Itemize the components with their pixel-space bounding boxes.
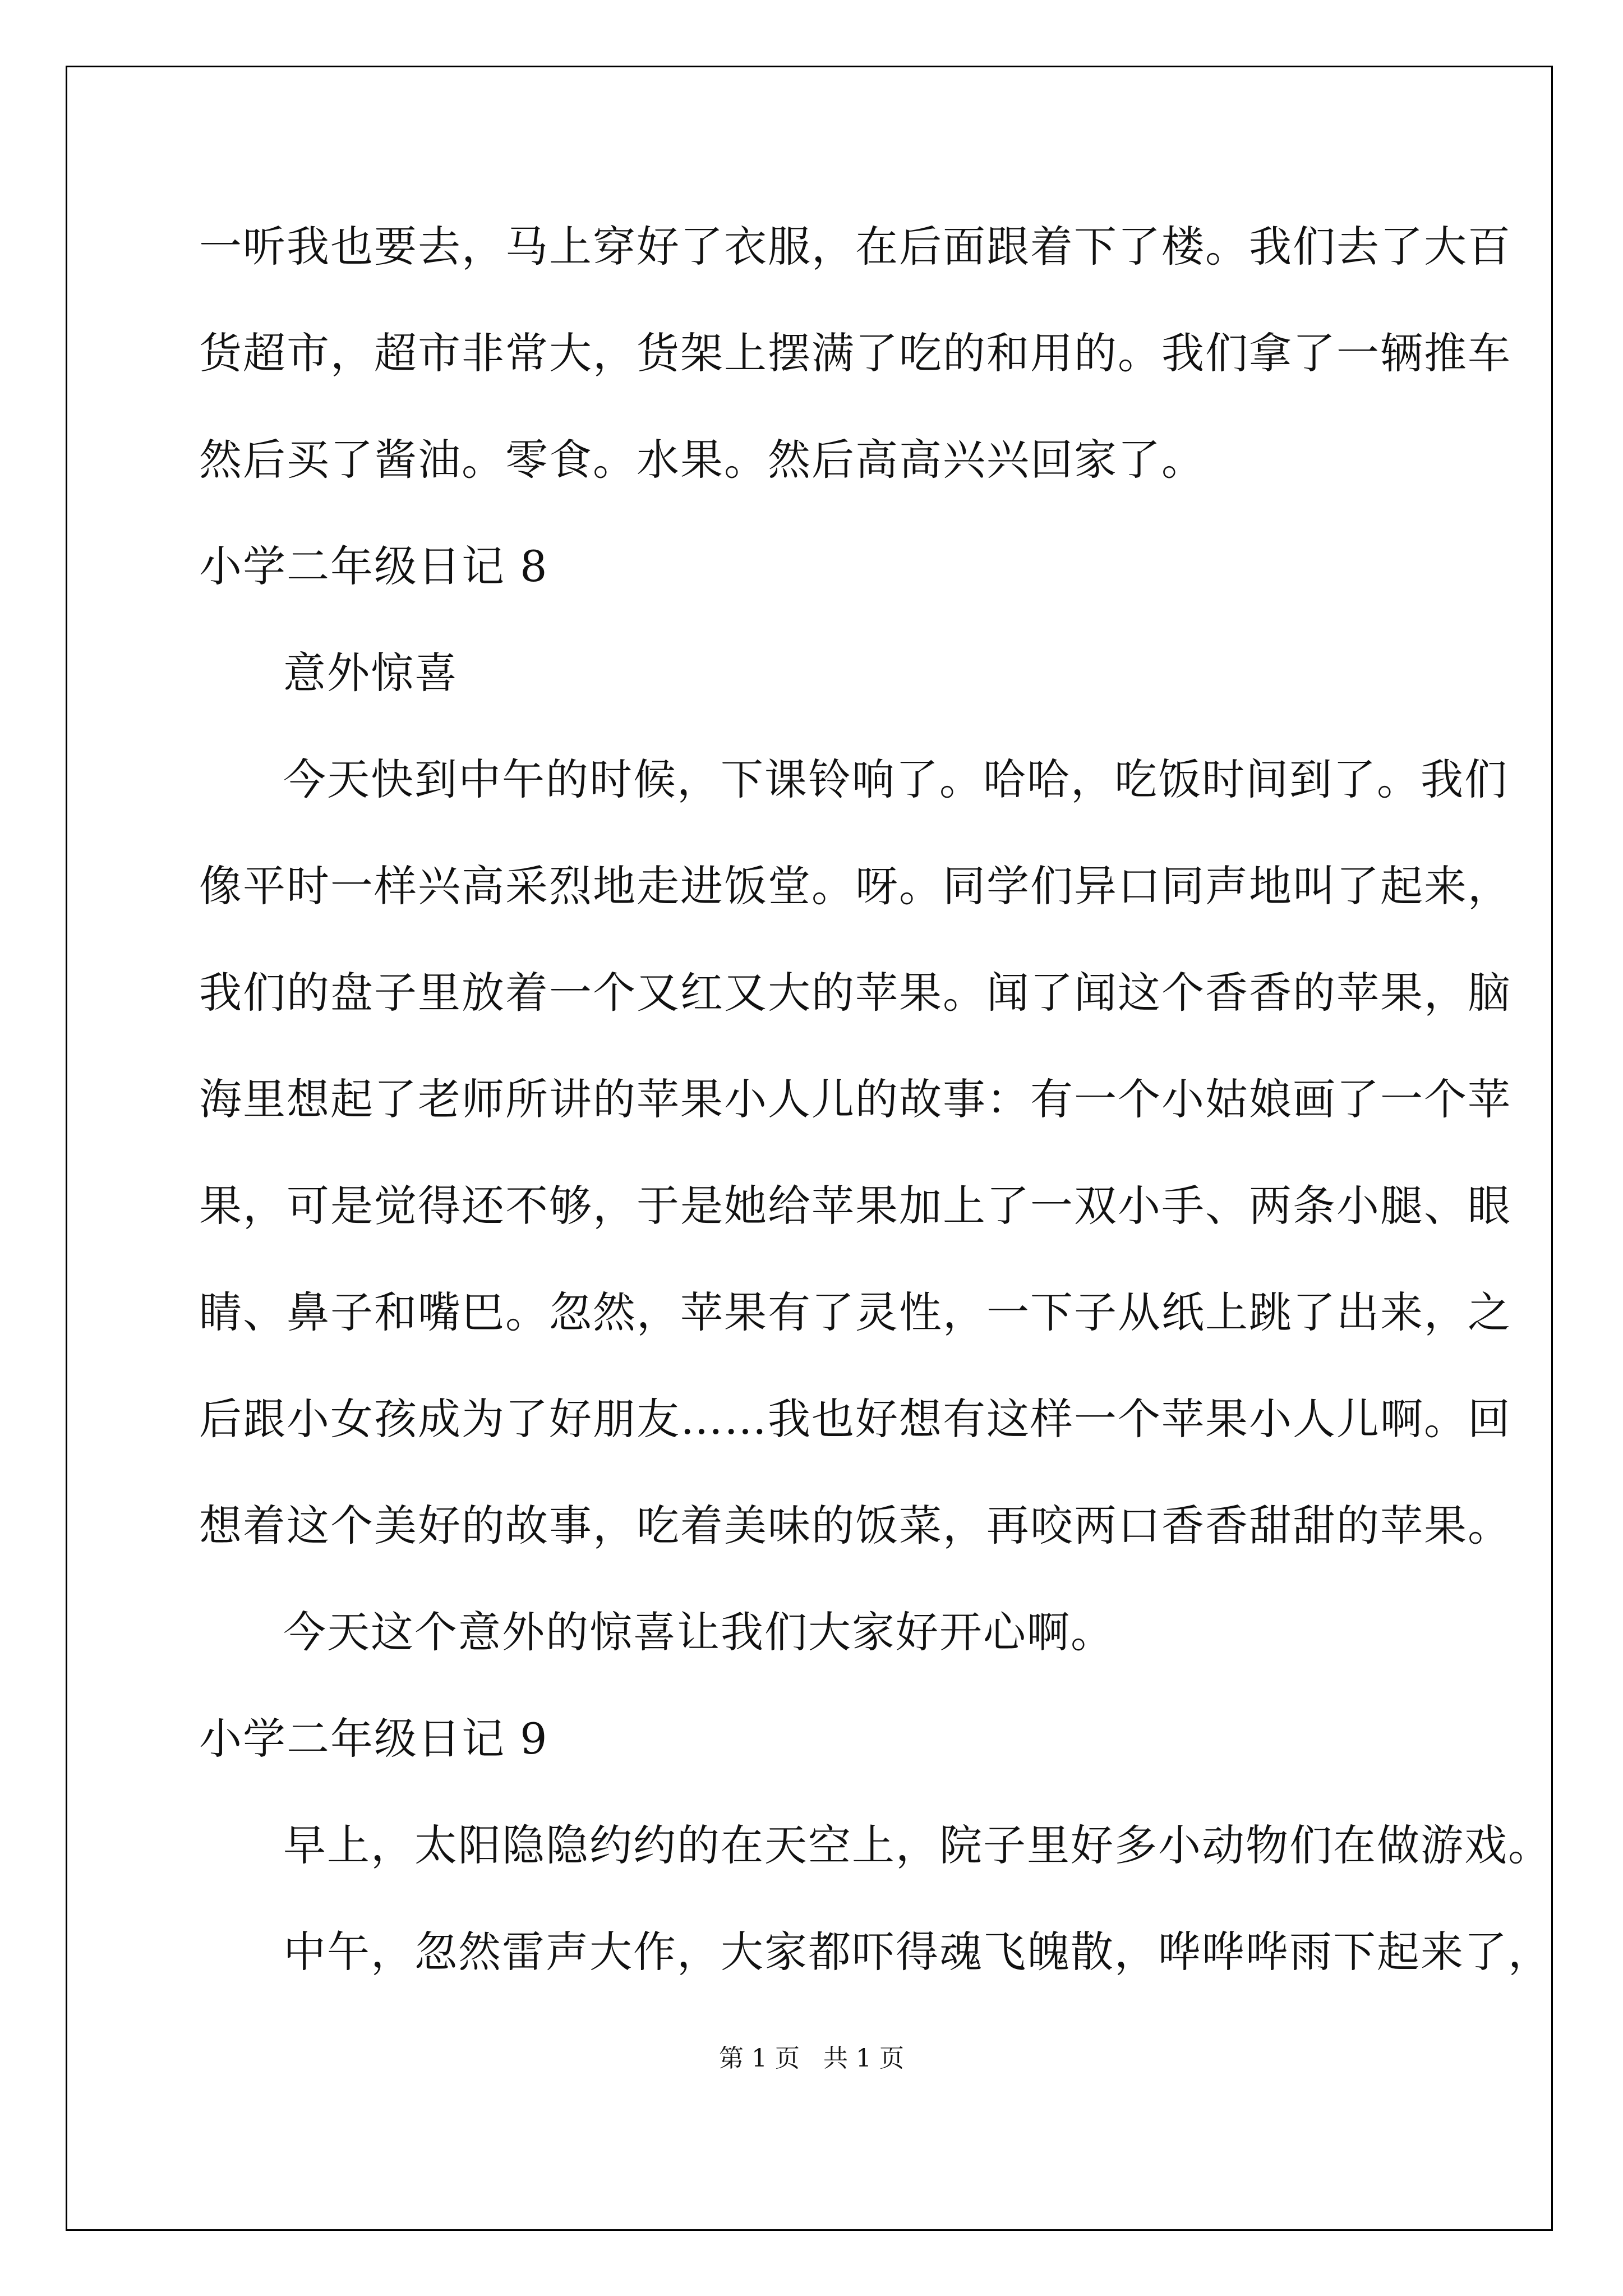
section-heading: 小学二年级日记 8 <box>199 541 548 591</box>
body-text-line: 货超市，超市非常大，货架上摆满了吃的和用的。我们拿了一辆推车 <box>199 328 1511 378</box>
body-text-line: 今天快到中午的时候，下课铃响了。哈哈，吃饭时间到了。我们 <box>283 754 1508 804</box>
body-text-line: 想着这个美好的故事，吃着美味的饭菜，再咬两口香香甜甜的苹果。 <box>199 1501 1511 1550</box>
body-text-line: 像平时一样兴高采烈地走进饭堂。呀。同学们异口同声地叫了起来， <box>199 861 1511 911</box>
body-text-line: 后跟小女孩成为了好朋友……我也好想有这样一个苹果小人儿啊。回 <box>199 1394 1511 1444</box>
page-footer: 第 1 页 共 1 页 <box>719 2044 904 2073</box>
page-border <box>66 66 1553 2231</box>
section-heading: 小学二年级日记 9 <box>199 1714 548 1764</box>
body-text-line: 一听我也要去，马上穿好了衣服，在后面跟着下了楼。我们去了大百 <box>199 222 1511 272</box>
body-text-line: 海里想起了老师所讲的苹果小人儿的故事：有一个小姑娘画了一个苹 <box>199 1074 1511 1124</box>
body-text-line: 早上，太阳隐隐约约的在天空上，院子里好多小动物们在做游戏。 <box>283 1820 1552 1870</box>
body-text-line: 我们的盘子里放着一个又红又大的苹果。闻了闻这个香香的苹果，脑 <box>199 968 1511 1018</box>
body-text-line: 果，可是觉得还不够，于是她给苹果加上了一双小手、两条小腿、眼 <box>199 1181 1511 1231</box>
body-text-line: 然后买了酱油。零食。水果。然后高高兴兴回家了。 <box>199 435 1205 485</box>
body-text-line: 中午，忽然雷声大作，大家都吓得魂飞魄散，哗哗哗雨下起来了， <box>283 1927 1552 1977</box>
diary-title: 意外惊喜 <box>283 648 458 698</box>
body-text-line: 今天这个意外的惊喜让我们大家好开心啊。 <box>283 1607 1114 1657</box>
body-text-line: 睛、鼻子和嘴巴。忽然，苹果有了灵性，一下子从纸上跳了出来，之 <box>199 1287 1511 1337</box>
